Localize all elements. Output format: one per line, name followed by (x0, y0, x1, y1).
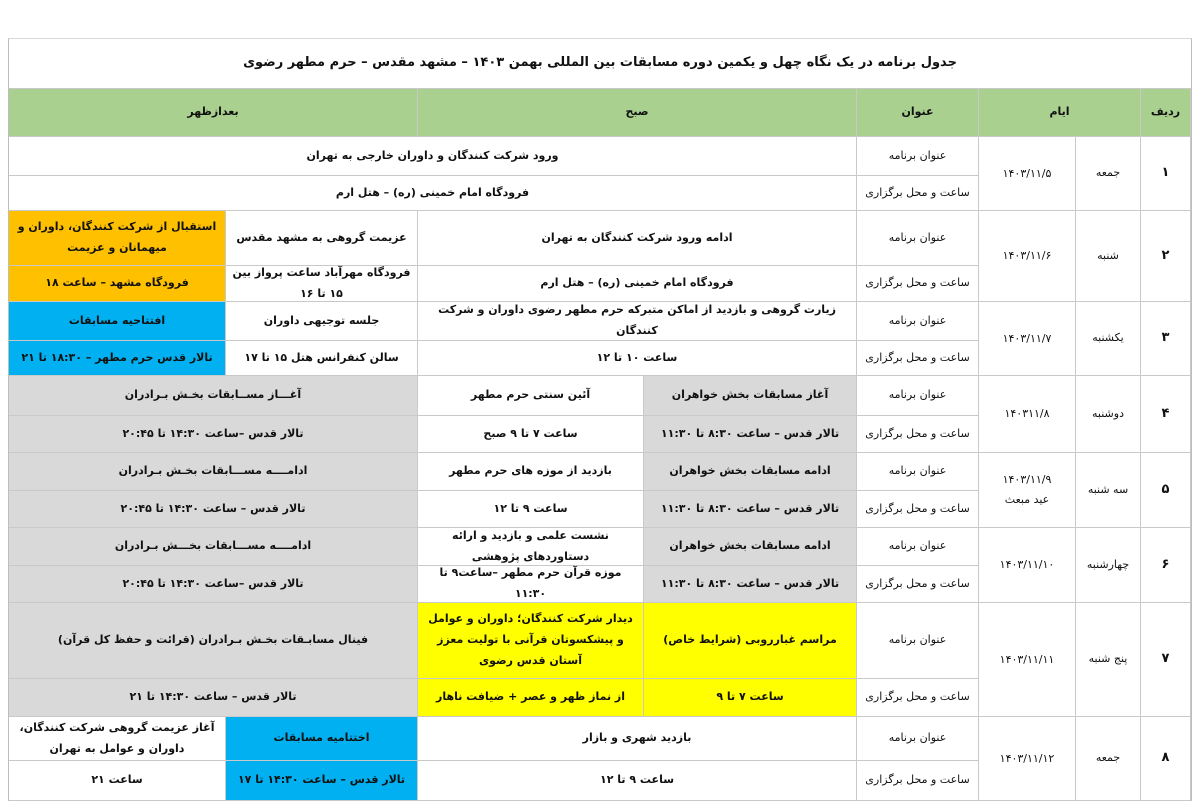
date-text: ۱۴۰۳/۱۱/۱۲ (999, 751, 1055, 765)
afternoon-place: تالار قدس –ساعت ۱۴:۳۰ تا ۲۰:۴۵ (9, 416, 418, 453)
afternoon2-title: استقبال از شرکت کنندگان، داوران و میهمانان و عزیمت (9, 211, 226, 266)
label-time-place: ساعت و محل برگزاری (857, 566, 979, 603)
date-text: ۱۴۰۳/۱۱/۷ (1002, 331, 1052, 345)
row-day: دوشنبه (1076, 376, 1141, 453)
morning1-place: تالار قدس – ساعت ۸:۳۰ تا ۱۱:۳۰ (644, 491, 857, 528)
row-number: ۸ (1141, 717, 1191, 801)
date-text: ۱۴۰۳/۱۱/۱۰ (999, 558, 1055, 572)
row-day: جمعه (1076, 717, 1141, 801)
afternoon1-place: سالن کنفرانس هتل ۱۵ تا ۱۷ (226, 341, 418, 376)
label-program-title: عنوان برنامه (857, 603, 979, 679)
row-number: ۵ (1141, 453, 1191, 528)
afternoon-title: آغـــاز مســابقات بخـش بـرادران (9, 376, 418, 416)
afternoon1-title: اختتامیه مسابقات (226, 717, 418, 761)
row-date (979, 528, 1076, 603)
afternoon-title: ادامــــه مســـابقات بخـش بـرادران (9, 453, 418, 491)
label-time-place: ساعت و محل برگزاری (857, 679, 979, 717)
morning1-title: ادامه مسابقات بخش خواهران (644, 528, 857, 566)
header-row-number: ردیف (1141, 89, 1191, 137)
morning1-place: تالار قدس – ساعت ۸:۳۰ تا ۱۱:۳۰ (644, 416, 857, 453)
afternoon2-place: ساعت ۲۱ (9, 761, 226, 801)
header-days: ایام (979, 89, 1141, 137)
row-day: پنج شنبه (1076, 603, 1141, 717)
label-time-place: ساعت و محل برگزاری (857, 761, 979, 801)
morning2-title: نشست علمی و بازدید و ارائه دستاوردهای پژوهشی (418, 528, 644, 566)
morning2-place: ساعت ۹ تا ۱۲ (418, 491, 644, 528)
morning-title: زیارت گروهی و بازدید از اماکن متبرکه حرم مطهر رضوی داوران و شرکت کنندگان (418, 302, 857, 341)
row-number: ۲ (1141, 211, 1191, 302)
morning1-place: ساعت ۷ تا ۹ (644, 679, 857, 717)
date-text: ۱۴۰۳/۱۱/۶ (1002, 249, 1052, 263)
header-morning: صبح (418, 89, 857, 137)
row-date (979, 211, 1076, 302)
row-date (979, 717, 1076, 801)
row-day: شنبه (1076, 211, 1141, 302)
morning2-title: آئین سنتی حرم مطهر (418, 376, 644, 416)
row-date (979, 376, 1076, 453)
morning-title: بازدید شهری و بازار (418, 717, 857, 761)
label-time-place: ساعت و محل برگزاری (857, 491, 979, 528)
label-program-title: عنوان برنامه (857, 137, 979, 176)
page-title: جدول برنامه در یک نگاه چهل و یکمین دوره مسابقات بین المللی بهمن ۱۴۰۳ – مشهد مقدس – حرم مطهر رضوی (9, 39, 1191, 89)
date-text: ۱۴۰۳/۱۱/۱۱ (999, 652, 1055, 666)
afternoon2-place: تالار قدس حرم مطهر – ۱۸:۳۰ تا ۲۱ (9, 341, 226, 376)
row-date (979, 603, 1076, 717)
row-date (979, 302, 1076, 376)
label-program-title: عنوان برنامه (857, 302, 979, 341)
morning2-title: بازدید از موزه های حرم مطهر (418, 453, 644, 491)
label-time-place: ساعت و محل برگزاری (857, 341, 979, 376)
event-title: ورود شرکت کنندگان و داوران خارجی به تهران (9, 137, 857, 176)
schedule-table (8, 38, 1192, 801)
afternoon1-place: تالار قدس – ساعت ۱۴:۳۰ تا ۱۷ (226, 761, 418, 801)
label-program-title: عنوان برنامه (857, 211, 979, 266)
label-time-place: ساعت و محل برگزاری (857, 266, 979, 302)
morning2-place: ساعت ۷ تا ۹ صبح (418, 416, 644, 453)
afternoon-place: تالار قدس –ساعت ۱۴:۳۰ تا ۲۰:۴۵ (9, 566, 418, 603)
morning-place: فرودگاه امام خمینی (ره) – هتل ارم (418, 266, 857, 302)
label-time-place: ساعت و محل برگزاری (857, 416, 979, 453)
row-date (979, 453, 1076, 528)
morning-place: ساعت ۱۰ تا ۱۲ (418, 341, 857, 376)
header-subject: عنوان (857, 89, 979, 137)
label-program-title: عنوان برنامه (857, 376, 979, 416)
morning-place: ساعت ۹ تا ۱۲ (418, 761, 857, 801)
row-day: چهارشنبه (1076, 528, 1141, 603)
header-afternoon: بعدازظهر (9, 89, 418, 137)
row-number: ۷ (1141, 603, 1191, 717)
morning-title: ادامه ورود شرکت کنندگان به تهران (418, 211, 857, 266)
morning2-title: دیدار شرکت کنندگان؛ داوران و عوامل و پیشکسوتان قرآنی با تولیت معزز آستان قدس رضوی (418, 603, 644, 679)
row-day: یکشنبه (1076, 302, 1141, 376)
afternoon1-title: عزیمت گروهی به مشهد مقدس (226, 211, 418, 266)
morning1-title: آغاز مسابقات بخش خواهران (644, 376, 857, 416)
morning2-place: موزه قرآن حرم مطهر –ساعت۹ تا ۱۱:۳۰ (418, 566, 644, 603)
morning1-title: مراسم غبارروبی (شرایط خاص) (644, 603, 857, 679)
row-number: ۴ (1141, 376, 1191, 453)
row-day: جمعه (1076, 137, 1141, 211)
morning2-place: از نماز ظهر و عصر + ضیافت ناهار (418, 679, 644, 717)
row-day: سه شنبه (1076, 453, 1141, 528)
afternoon-place: تالار قدس – ساعت ۱۴:۳۰ تا ۲۱ (9, 679, 418, 717)
label-time-place: ساعت و محل برگزاری (857, 176, 979, 211)
afternoon-title: ادامــــه مســـابقات بخـــش بـرادران (9, 528, 418, 566)
label-program-title: عنوان برنامه (857, 528, 979, 566)
afternoon-title: فینال مسابـقات بخـش بـرادران (قرائت و حفظ کل قرآن) (9, 603, 418, 679)
afternoon-place: تالار قدس – ساعت ۱۴:۳۰ تا ۲۰:۴۵ (9, 491, 418, 528)
row-date (979, 137, 1076, 211)
morning1-place: تالار قدس – ساعت ۸:۳۰ تا ۱۱:۳۰ (644, 566, 857, 603)
afternoon2-place: فرودگاه مشهد – ساعت ۱۸ (9, 266, 226, 302)
row-number: ۳ (1141, 302, 1191, 376)
morning1-title: ادامه مسابقات بخش خواهران (644, 453, 857, 491)
row-number: ۱ (1141, 137, 1191, 211)
label-program-title: عنوان برنامه (857, 717, 979, 761)
date-note: عید مبعث (1004, 493, 1050, 506)
event-place: فرودگاه امام خمینی (ره) – هتل ارم (9, 176, 857, 211)
date-text: ۱۴۰۳/۱۱/۵ (1002, 166, 1052, 180)
date-text: ۱۴۰۳۱۱/۸ (1004, 407, 1050, 421)
afternoon2-title: آغاز عزیمت گروهی شرکت کنندگان، داوران و عوامل به تهران (9, 717, 226, 761)
date-text: ۱۴۰۳/۱۱/۹ (1002, 473, 1052, 487)
afternoon2-title: افتتاحیه مسابقات (9, 302, 226, 341)
row-number: ۶ (1141, 528, 1191, 603)
afternoon1-title: جلسه توجیهی داوران (226, 302, 418, 341)
label-program-title: عنوان برنامه (857, 453, 979, 491)
afternoon1-place: فرودگاه مهرآباد ساعت پرواز بین ۱۵ تا ۱۶ (226, 266, 418, 302)
